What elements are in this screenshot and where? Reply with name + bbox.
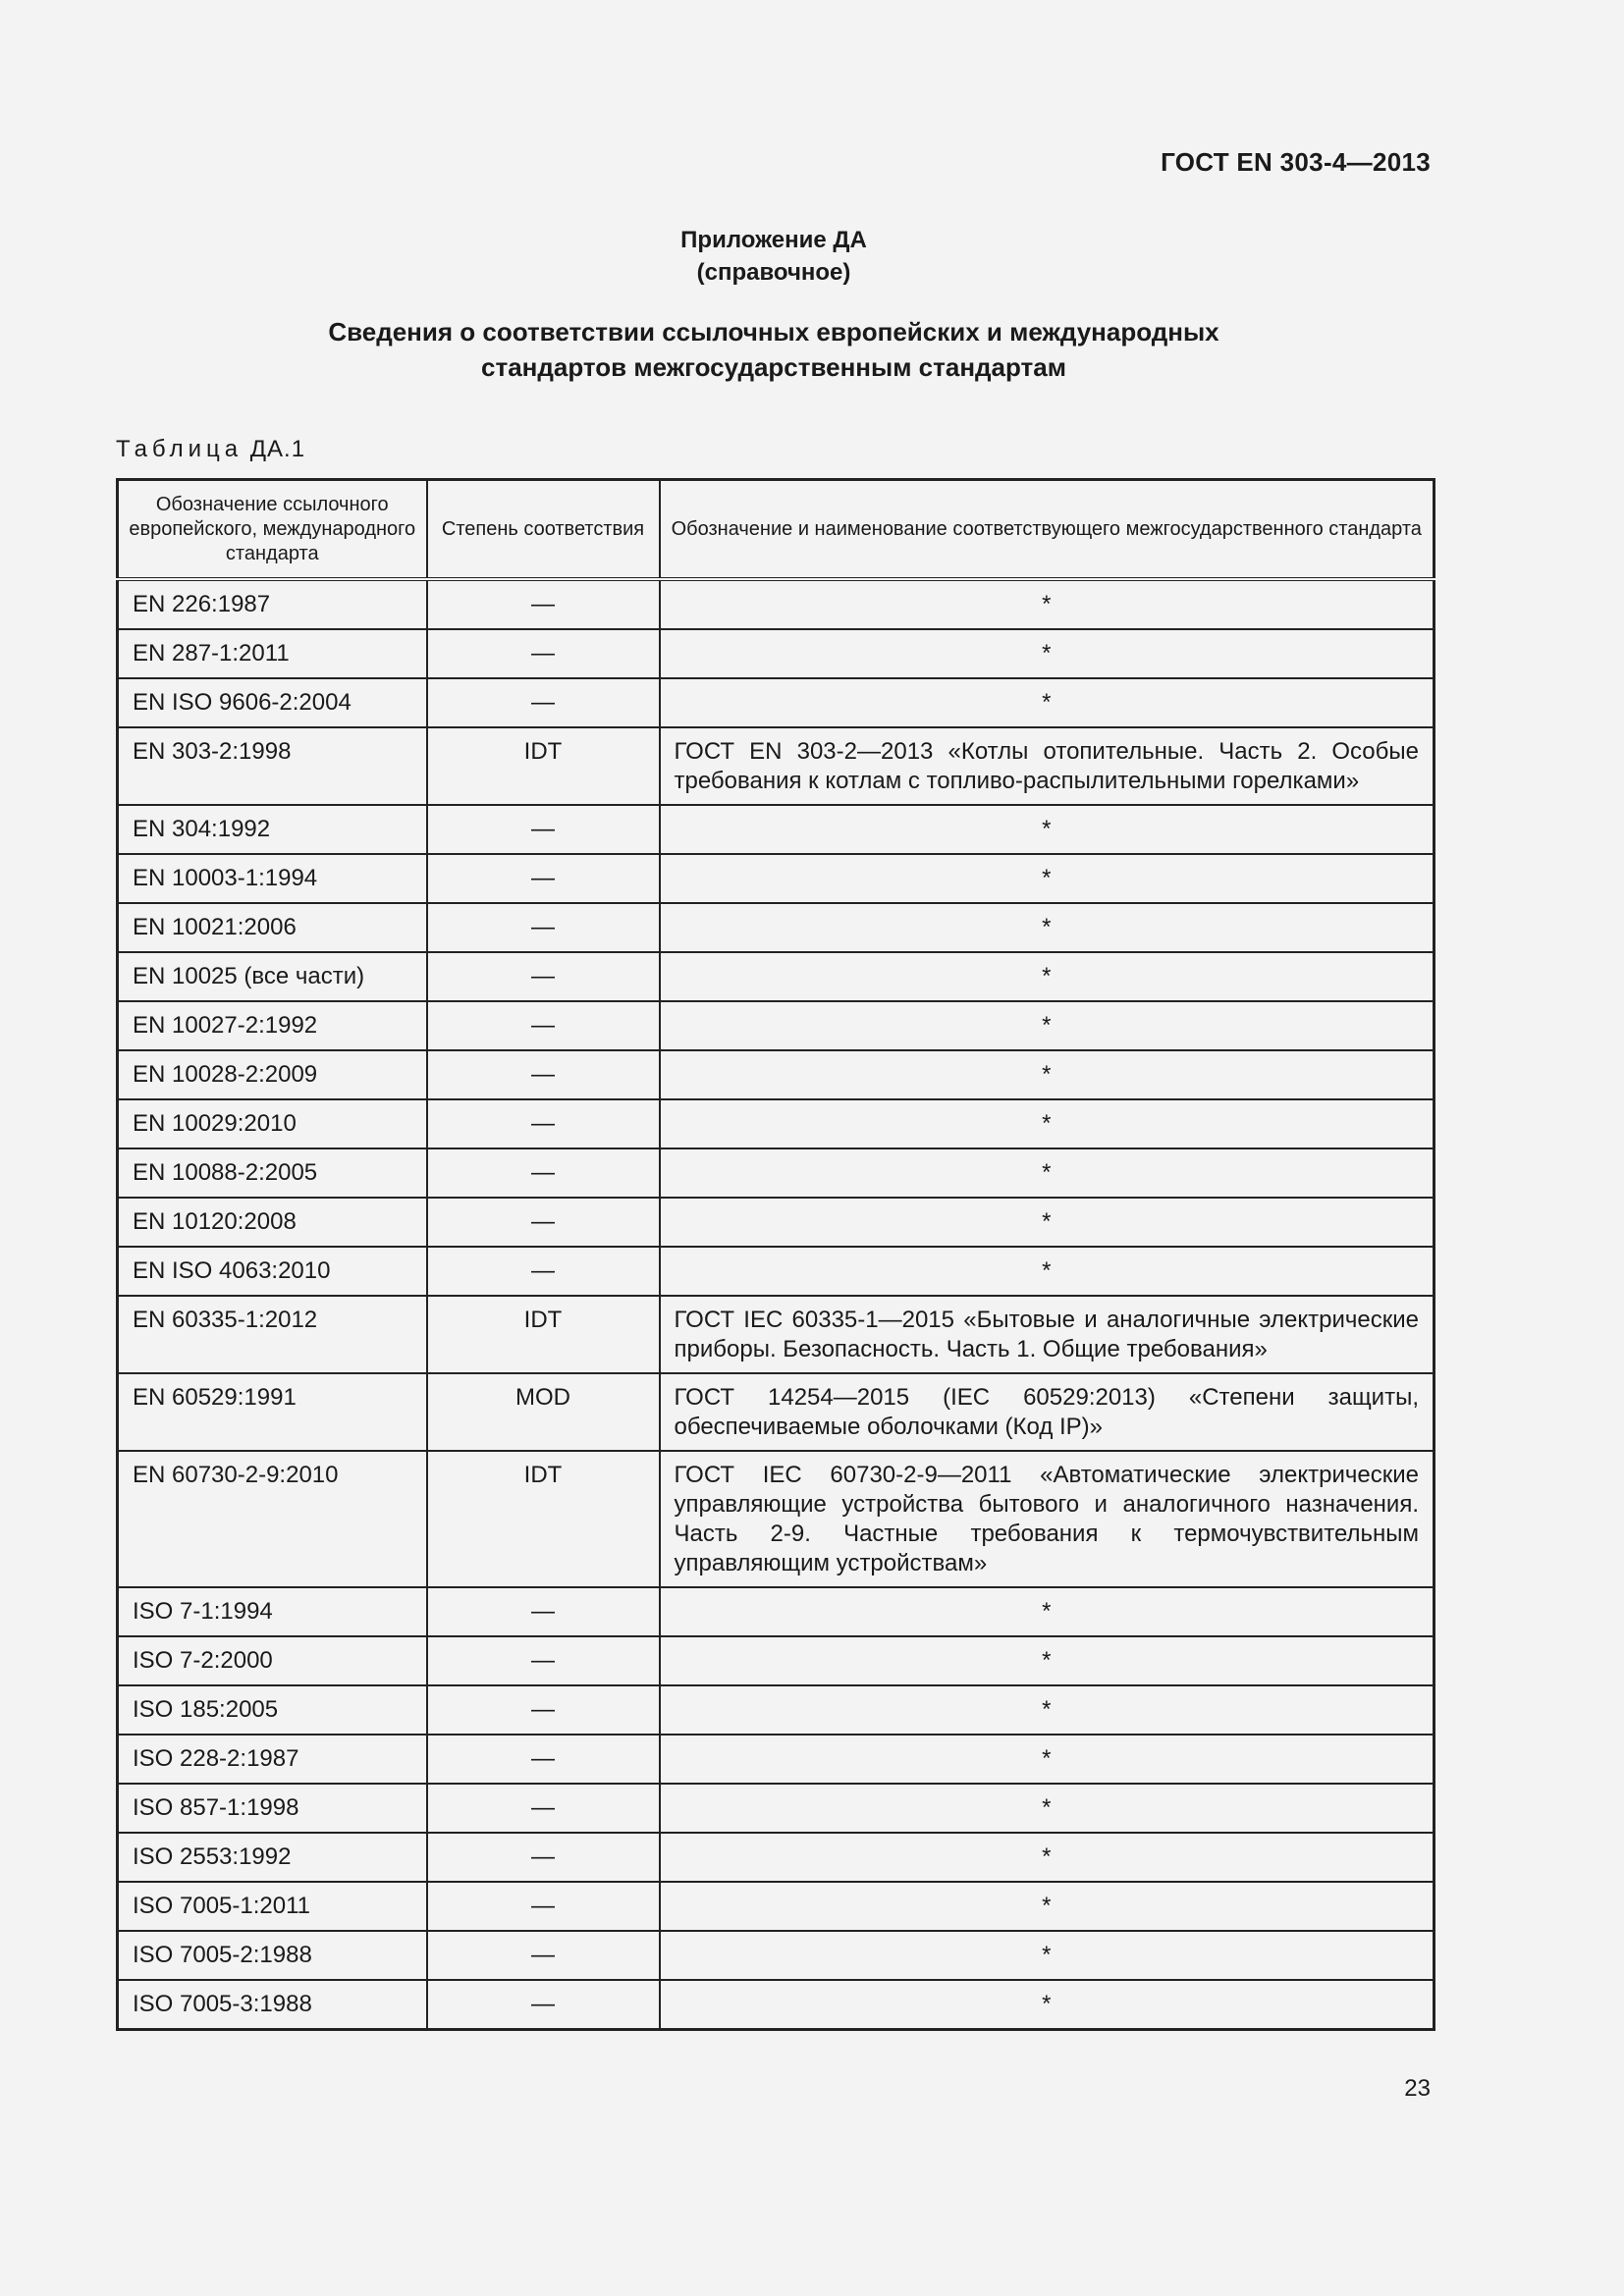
table-row [118, 1833, 1435, 1882]
table-row [118, 629, 1435, 678]
cell-standard: EN 304:1992 [118, 805, 427, 854]
cell-name: * [660, 952, 1435, 1001]
table-header-row [118, 480, 1435, 580]
cell-standard: EN 10028-2:2009 [118, 1050, 427, 1099]
annex-heading [0, 314, 1547, 385]
table-row [118, 1099, 1435, 1148]
cell-degree: — [427, 629, 660, 678]
cell-standard: EN 10021:2006 [118, 903, 427, 952]
cell-name: * [660, 1247, 1435, 1296]
table-row [118, 1882, 1435, 1931]
table-row [118, 1373, 1435, 1451]
cell-name: * [660, 1685, 1435, 1735]
cell-name: ГОСТ IEC 60335-1—2015 «Бытовые и аналогичные электрические приборы. Безопасность. Часть 1. Общие требования» [660, 1296, 1435, 1373]
cell-standard: EN 10025 (все части) [118, 952, 427, 1001]
table-row [118, 1735, 1435, 1784]
cell-name: * [660, 1636, 1435, 1685]
cell-standard: EN ISO 4063:2010 [118, 1247, 427, 1296]
cell-name: * [660, 1980, 1435, 2030]
cell-name: * [660, 579, 1435, 629]
cell-standard: EN 10027-2:1992 [118, 1001, 427, 1050]
annex-title: Приложение ДА [680, 227, 867, 253]
cell-name: * [660, 1931, 1435, 1980]
cell-degree: — [427, 1050, 660, 1099]
cell-degree: — [427, 1587, 660, 1636]
annex-heading-line: стандартов межгосударственным стандартам [481, 352, 1066, 382]
cell-name: ГОСТ 14254—2015 (IEC 60529:2013) «Степени защиты, обеспечиваемые оболочками (Код IP)» [660, 1373, 1435, 1451]
cell-degree: — [427, 678, 660, 727]
column-header-standard: Обозначение ссылочного европейского, международного стандарта [118, 480, 427, 580]
cell-degree: — [427, 1735, 660, 1784]
cell-degree: — [427, 1833, 660, 1882]
cell-degree: — [427, 1636, 660, 1685]
cell-degree: — [427, 1980, 660, 2030]
cell-standard: EN 10120:2008 [118, 1198, 427, 1247]
annex-heading-line: Сведения о соответствии ссылочных европейских и международных [328, 317, 1219, 347]
cell-name: * [660, 903, 1435, 952]
table-row [118, 903, 1435, 952]
cell-standard: EN 287-1:2011 [118, 629, 427, 678]
cell-degree: IDT [427, 1451, 660, 1587]
cell-degree: — [427, 1685, 660, 1735]
cell-standard: EN 10003-1:1994 [118, 854, 427, 903]
cell-standard: EN 10088-2:2005 [118, 1148, 427, 1198]
table-row [118, 1050, 1435, 1099]
table-row [118, 805, 1435, 854]
cell-name: * [660, 854, 1435, 903]
cell-standard: ISO 7-1:1994 [118, 1587, 427, 1636]
cell-name: * [660, 1148, 1435, 1198]
cell-name: * [660, 1050, 1435, 1099]
cell-degree: — [427, 1198, 660, 1247]
cell-standard: EN 303-2:1998 [118, 727, 427, 805]
cell-degree: — [427, 1931, 660, 1980]
table-row [118, 952, 1435, 1001]
cell-name: * [660, 1833, 1435, 1882]
table-caption-word: Таблица [116, 436, 244, 462]
table-row [118, 1148, 1435, 1198]
cell-degree: — [427, 952, 660, 1001]
table-caption-id: ДА.1 [249, 436, 306, 462]
cell-standard: ISO 7005-1:2011 [118, 1882, 427, 1931]
cell-name: * [660, 1784, 1435, 1833]
cell-standard: EN 60730-2-9:2010 [118, 1451, 427, 1587]
annex-header [0, 224, 1547, 289]
table-row [118, 1636, 1435, 1685]
table-row [118, 1685, 1435, 1735]
table-row [118, 1247, 1435, 1296]
cell-name: * [660, 1735, 1435, 1784]
cell-standard: EN ISO 9606-2:2004 [118, 678, 427, 727]
cell-name: * [660, 1001, 1435, 1050]
cell-degree: — [427, 579, 660, 629]
table-row [118, 1451, 1435, 1587]
cell-degree: IDT [427, 727, 660, 805]
cell-name: * [660, 1099, 1435, 1148]
table-row [118, 1931, 1435, 1980]
cell-standard: ISO 228-2:1987 [118, 1735, 427, 1784]
cell-standard: ISO 7-2:2000 [118, 1636, 427, 1685]
cell-degree: — [427, 1882, 660, 1931]
cell-degree: — [427, 805, 660, 854]
cell-degree: MOD [427, 1373, 660, 1451]
column-header-name: Обозначение и наименование соответствующего межгосударственного стандарта [660, 480, 1435, 580]
cell-standard: ISO 2553:1992 [118, 1833, 427, 1882]
cell-degree: — [427, 903, 660, 952]
cell-standard: EN 60335-1:2012 [118, 1296, 427, 1373]
page-number: 23 [1404, 2075, 1431, 2102]
table-caption [116, 436, 305, 463]
cell-standard: EN 226:1987 [118, 579, 427, 629]
cell-degree: — [427, 1247, 660, 1296]
column-header-degree: Степень соответствия [427, 480, 660, 580]
table-row [118, 1784, 1435, 1833]
cell-name: * [660, 678, 1435, 727]
table-body [118, 579, 1435, 2030]
cell-name: * [660, 1882, 1435, 1931]
table-row [118, 727, 1435, 805]
cell-name: * [660, 1587, 1435, 1636]
cell-degree: — [427, 1784, 660, 1833]
table-row [118, 1980, 1435, 2030]
cell-name: ГОСТ EN 303-2—2013 «Котлы отопительные. Часть 2. Особые требования к котлам с топливо-распылительными горелками» [660, 727, 1435, 805]
standards-table [116, 478, 1435, 2031]
table-row [118, 1587, 1435, 1636]
cell-name: * [660, 629, 1435, 678]
cell-name: ГОСТ IEC 60730-2-9—2011 «Автоматические электрические управляющие устройства бытового и аналогичного назначения. Часть 2-9. Частные требования к термочувствительным управляющим устройствам» [660, 1451, 1435, 1587]
cell-name: * [660, 1198, 1435, 1247]
table-row [118, 1001, 1435, 1050]
cell-standard: EN 10029:2010 [118, 1099, 427, 1148]
document-code: ГОСТ EN 303-4—2013 [1161, 147, 1431, 177]
table-row [118, 854, 1435, 903]
annex-subtitle: (справочное) [696, 259, 851, 286]
cell-standard: EN 60529:1991 [118, 1373, 427, 1451]
cell-standard: ISO 7005-3:1988 [118, 1980, 427, 2030]
cell-standard: ISO 185:2005 [118, 1685, 427, 1735]
cell-degree: — [427, 1001, 660, 1050]
table-row [118, 579, 1435, 629]
cell-degree: — [427, 854, 660, 903]
cell-degree: IDT [427, 1296, 660, 1373]
table-row [118, 678, 1435, 727]
cell-standard: ISO 857-1:1998 [118, 1784, 427, 1833]
cell-degree: — [427, 1148, 660, 1198]
table-row [118, 1198, 1435, 1247]
cell-standard: ISO 7005-2:1988 [118, 1931, 427, 1980]
table-row [118, 1296, 1435, 1373]
cell-degree: — [427, 1099, 660, 1148]
cell-name: * [660, 805, 1435, 854]
